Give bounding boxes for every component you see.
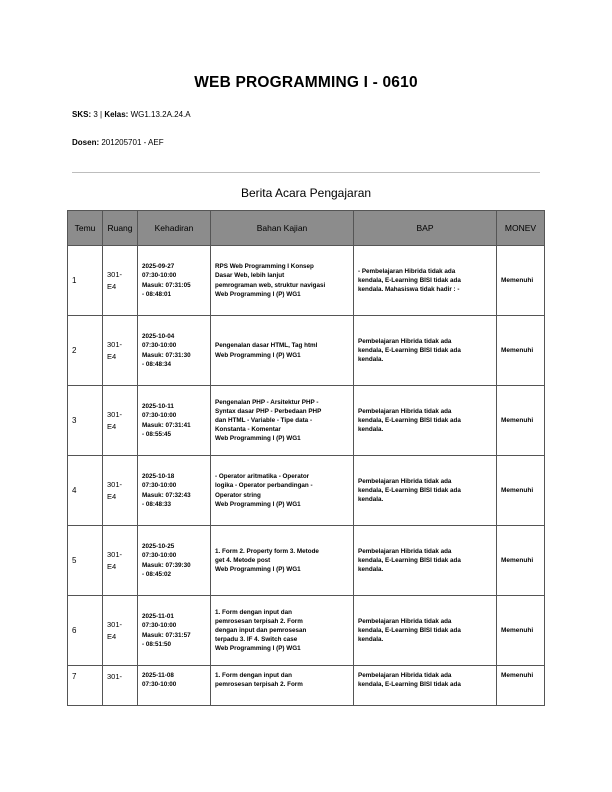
- bap-cell-line: kendala, E-Learning BISI tidak ada: [358, 626, 461, 634]
- kehadiran-cell-line: 2025-10-18: [142, 473, 175, 481]
- bap-cell: [354, 666, 497, 706]
- bap-cell-line: kendala, E-Learning BISI tidak ada: [358, 681, 461, 689]
- bahan-kajian-cell-line: pemrosesan terpisah 2. Form: [215, 617, 303, 625]
- bahan-kajian-cell-line: Web Programming I (P) WG1: [215, 290, 301, 298]
- bap-cell-line: kendala.: [358, 356, 384, 364]
- bap-cell-line: kendala.: [358, 426, 384, 434]
- table-row: [68, 596, 545, 666]
- header-temu: Temu: [68, 211, 103, 246]
- bap-cell-line: Pembelajaran Hibrida tidak ada: [358, 672, 452, 679]
- kelas-value: WG1.13.2A.24.A: [128, 110, 191, 119]
- bap-cell-line: - Pembelajaran Hibrida tidak ada: [358, 267, 456, 275]
- ruang-cell-line: E4: [107, 561, 117, 571]
- kehadiran-cell-line: 2025-11-08: [142, 672, 174, 679]
- course-meta: [72, 110, 191, 119]
- sks-label: SKS:: [72, 110, 92, 119]
- kehadiran-cell-line: 07:30-10:00: [142, 342, 177, 350]
- temu-cell: 6: [68, 596, 103, 666]
- header-ruang: Ruang: [103, 211, 138, 246]
- bahan-kajian-cell-line: Dasar Web, lebih lanjut: [215, 272, 285, 280]
- kehadiran-cell-line: - 08:48:01: [142, 290, 172, 298]
- bahan-kajian-cell-line: 1. Form dengan input dan: [215, 672, 292, 679]
- bap-cell-line: kendala.: [358, 636, 384, 644]
- kehadiran-cell-line: 07:30-10:00: [142, 482, 177, 490]
- monev-cell: Memenuhi: [497, 246, 545, 316]
- bap-cell-line: kendala.: [358, 496, 384, 504]
- kehadiran-cell-line: Masuk: 07:31:30: [142, 351, 191, 359]
- bahan-kajian-cell-line: Web Programming I (P) WG1: [215, 435, 301, 443]
- ruang-cell-line: E4: [107, 351, 117, 361]
- bahan-kajian-cell: [211, 386, 354, 456]
- bap-cell-line: Pembelajaran Hibrida tidak ada: [358, 407, 452, 415]
- bahan-kajian-cell: [211, 526, 354, 596]
- ruang-cell: [103, 596, 138, 666]
- kehadiran-cell-line: 2025-09-27: [142, 263, 175, 271]
- ruang-cell-line: 301-: [107, 619, 123, 629]
- kehadiran-cell-line: 07:30-10:00: [142, 552, 177, 560]
- kehadiran-cell-line: Masuk: 07:31:41: [142, 421, 191, 429]
- sks-value: 3 |: [91, 110, 105, 119]
- bap-cell-line: kendala, E-Learning BISI tidak ada: [358, 556, 461, 564]
- bap-cell: [354, 316, 497, 386]
- bap-cell-line: kendala. Mahasiswa tidak hadir : -: [358, 286, 460, 294]
- kehadiran-cell-line: Masuk: 07:31:57: [142, 631, 191, 639]
- bap-cell: [354, 246, 497, 316]
- temu-cell: 7: [68, 666, 103, 706]
- ruang-cell-line: 301-: [107, 549, 123, 559]
- ruang-cell-line: 301-: [107, 339, 123, 349]
- bap-cell-line: kendala.: [358, 566, 384, 574]
- kehadiran-cell-line: - 08:48:33: [142, 500, 172, 508]
- kehadiran-cell-line: Masuk: 07:39:30: [142, 561, 191, 569]
- header-bap: BAP: [354, 211, 497, 246]
- bap-cell-line: Pembelajaran Hibrida tidak ada: [358, 617, 452, 625]
- ruang-cell-line: E4: [107, 631, 117, 641]
- teaching-report-table: [67, 210, 545, 706]
- temu-cell: 2: [68, 316, 103, 386]
- bahan-kajian-cell-line: - Operator aritmatika - Operator: [215, 473, 310, 481]
- page-title: WEB PROGRAMMING I - 0610: [194, 74, 418, 91]
- ruang-cell-line: 301-: [107, 409, 123, 419]
- bap-cell-line: Pembelajaran Hibrida tidak ada: [358, 547, 452, 555]
- bahan-kajian-cell-line: 1. Form dengan input dan: [215, 608, 292, 616]
- kehadiran-cell-line: 2025-11-01: [142, 613, 174, 621]
- bahan-kajian-cell-line: Web Programming I (P) WG1: [215, 500, 301, 508]
- kehadiran-cell-line: 2025-10-25: [142, 543, 175, 551]
- kehadiran-cell: [138, 456, 211, 526]
- kehadiran-cell: [138, 666, 211, 706]
- bap-cell: [354, 386, 497, 456]
- ruang-cell: [103, 666, 138, 706]
- bahan-kajian-cell-line: dengan input dan pemrosesan: [215, 626, 307, 634]
- table-row: [68, 316, 545, 386]
- temu-cell: 5: [68, 526, 103, 596]
- kehadiran-cell-line: - 08:48:34: [142, 360, 172, 368]
- bahan-kajian-cell: [211, 316, 354, 386]
- bahan-kajian-cell-line: Web Programming I (P) WG1: [215, 645, 301, 653]
- bap-cell-line: kendala, E-Learning BISI tidak ada: [358, 276, 461, 284]
- bahan-kajian-cell: [211, 246, 354, 316]
- table-row: [68, 526, 545, 596]
- ruang-cell: [103, 456, 138, 526]
- kehadiran-cell: [138, 596, 211, 666]
- bahan-kajian-cell-line: Web Programming I (P) WG1: [215, 351, 301, 359]
- bahan-kajian-cell-line: Operator string: [215, 491, 261, 499]
- kelas-label: Kelas:: [104, 110, 129, 119]
- bap-cell: [354, 526, 497, 596]
- bap-cell: [354, 596, 497, 666]
- table-row: [68, 246, 545, 316]
- monev-cell: Memenuhi: [497, 386, 545, 456]
- kehadiran-cell-line: 2025-10-04: [142, 333, 175, 341]
- divider: [72, 172, 540, 173]
- monev-cell: Memenuhi: [497, 456, 545, 526]
- kehadiran-cell-line: 2025-10-11: [142, 403, 174, 411]
- monev-cell: Memenuhi: [497, 316, 545, 386]
- bahan-kajian-cell-line: Web Programming I (P) WG1: [215, 566, 301, 574]
- bahan-kajian-cell-line: logika - Operator perbandingan -: [215, 482, 313, 490]
- kehadiran-cell-line: 07:30-10:00: [142, 622, 177, 630]
- kehadiran-cell: [138, 246, 211, 316]
- temu-cell: 4: [68, 456, 103, 526]
- ruang-cell-line: E4: [107, 421, 117, 431]
- ruang-cell-line: E4: [107, 491, 117, 501]
- header-bahan-kajian: Bahan Kajian: [211, 211, 354, 246]
- monev-cell: Memenuhi: [497, 666, 545, 706]
- ruang-cell: [103, 246, 138, 316]
- header-monev: MONEV: [497, 211, 545, 246]
- bahan-kajian-cell: [211, 666, 354, 706]
- bap-cell-line: kendala, E-Learning BISI tidak ada: [358, 486, 461, 494]
- lecturer-meta: [72, 138, 164, 147]
- bahan-kajian-cell-line: dan HTML - Variable - Tipe data -: [215, 416, 313, 424]
- ruang-cell: [103, 386, 138, 456]
- table-header-row: [68, 211, 545, 246]
- kehadiran-cell-line: - 08:51:50: [142, 640, 172, 648]
- bahan-kajian-cell-line: terpadu 3. IF 4. Switch case: [215, 636, 298, 644]
- ruang-cell: [103, 316, 138, 386]
- bahan-kajian-cell-line: Konstanta - Komentar: [215, 426, 281, 434]
- bahan-kajian-cell-line: RPS Web Programming I Konsep: [215, 263, 314, 271]
- table-row: [68, 386, 545, 456]
- bahan-kajian-cell-line: pemrosesan terpisah 2. Form: [215, 681, 303, 689]
- bap-cell-line: kendala, E-Learning BISI tidak ada: [358, 346, 461, 354]
- monev-cell: Memenuhi: [497, 526, 545, 596]
- kehadiran-cell-line: Masuk: 07:31:05: [142, 281, 191, 289]
- bahan-kajian-cell-line: Pengenalan PHP - Arsitektur PHP -: [215, 398, 319, 406]
- monev-cell: Memenuhi: [497, 596, 545, 666]
- temu-cell: 1: [68, 246, 103, 316]
- ruang-cell-line: 301-: [107, 269, 123, 279]
- ruang-cell-line: E4: [107, 281, 117, 291]
- kehadiran-cell-line: 07:30-10:00: [142, 412, 177, 420]
- bap-cell-line: kendala, E-Learning BISI tidak ada: [358, 416, 461, 424]
- kehadiran-cell-line: - 08:55:45: [142, 430, 172, 438]
- header-kehadiran: Kehadiran: [138, 211, 211, 246]
- bahan-kajian-cell-line: Syntax dasar PHP - Perbedaan PHP: [215, 407, 322, 415]
- kehadiran-cell-line: Masuk: 07:32:43: [142, 491, 191, 499]
- bahan-kajian-cell-line: get 4. Metode post: [215, 556, 271, 564]
- table-row: [68, 666, 545, 706]
- kehadiran-cell: [138, 316, 211, 386]
- kehadiran-cell-line: - 08:45:02: [142, 570, 172, 578]
- dosen-value: 201205701 - AEF: [99, 138, 164, 147]
- section-title: Berita Acara Pengajaran: [240, 186, 372, 200]
- bahan-kajian-cell: [211, 596, 354, 666]
- bap-cell: [354, 456, 497, 526]
- bap-cell-line: Pembelajaran Hibrida tidak ada: [358, 337, 452, 345]
- ruang-cell-line: 301-: [107, 479, 123, 489]
- bahan-kajian-cell-line: pemrograman web, struktur navigasi: [215, 281, 326, 289]
- temu-cell: 3: [68, 386, 103, 456]
- ruang-cell: [103, 526, 138, 596]
- bahan-kajian-cell: [211, 456, 354, 526]
- ruang-cell-line: 301-: [107, 672, 123, 681]
- kehadiran-cell: [138, 386, 211, 456]
- bap-cell-line: Pembelajaran Hibrida tidak ada: [358, 477, 452, 485]
- table-row: [68, 456, 545, 526]
- kehadiran-cell: [138, 526, 211, 596]
- dosen-label: Dosen:: [72, 138, 100, 147]
- kehadiran-cell-line: 07:30-10:00: [142, 681, 177, 689]
- kehadiran-cell-line: 07:30-10:00: [142, 272, 177, 280]
- bahan-kajian-cell-line: Pengenalan dasar HTML, Tag html: [215, 342, 318, 350]
- bahan-kajian-cell-line: 1. Form 2. Property form 3. Metode: [215, 547, 319, 555]
